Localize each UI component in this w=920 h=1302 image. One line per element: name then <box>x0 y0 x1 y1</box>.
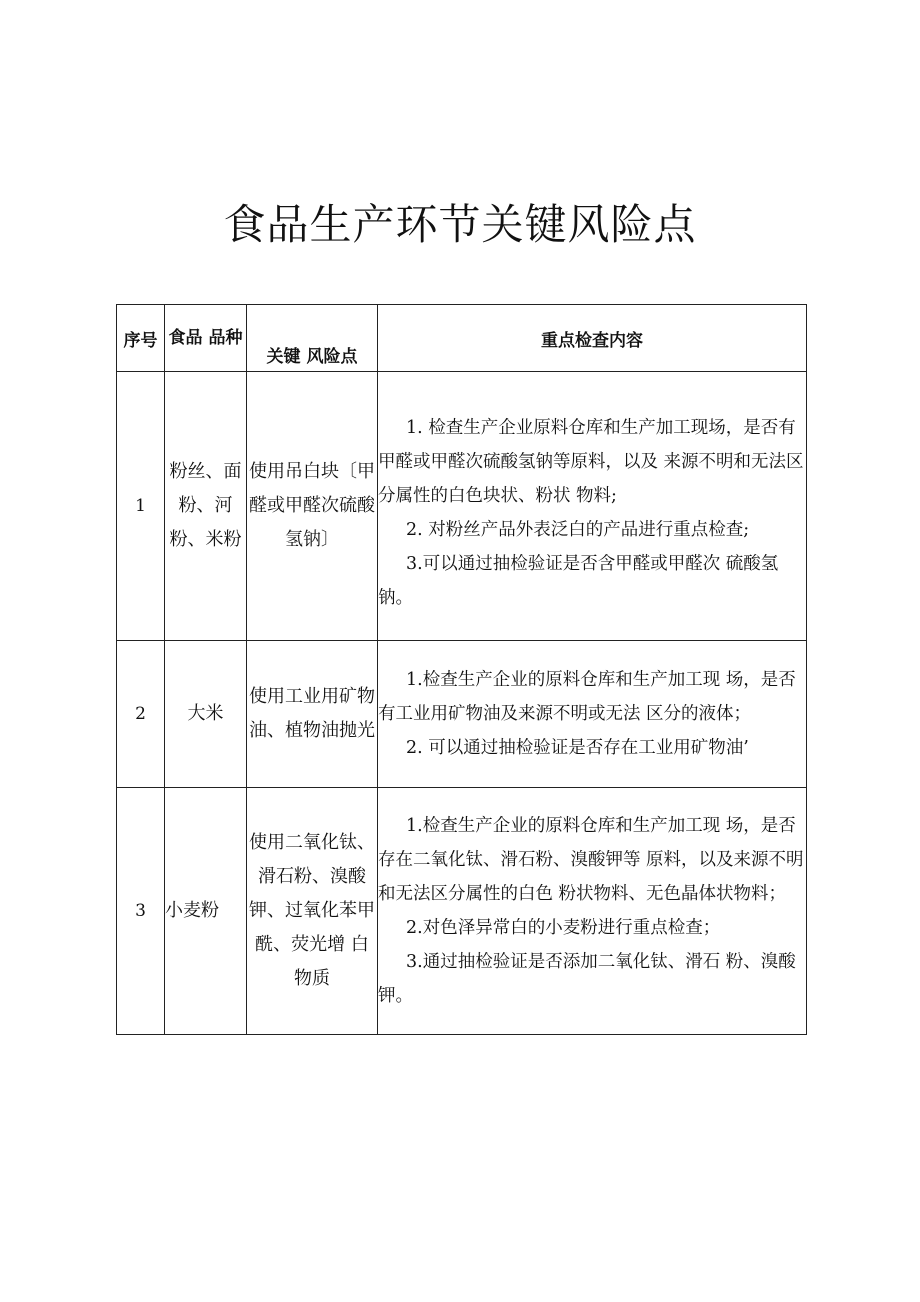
content-item: 1. 检查生产企业原料仓库和生产加工现场，是否有甲醛或甲醛次硫酸氢钠等原料，以及 来源不明和无法区分属性的白色块状、粉状 物料; <box>378 418 804 506</box>
row-content <box>378 372 807 641</box>
row-content <box>378 788 807 1035</box>
row-seq: 1 <box>117 372 165 641</box>
risk-table <box>116 304 807 1035</box>
content-item: 3.可以通过抽检验证是否含甲醛或甲醛次 硫酸氢钠。 <box>378 554 779 608</box>
table-header-row <box>117 305 807 372</box>
content-item: 2.对色泽异常白的小麦粉进行重点检查； <box>406 918 721 938</box>
row-risk: 使用二氧化钛、滑石粉、溴酸钾、过氧化苯甲 酰、荧光增 白物质 <box>247 788 378 1035</box>
row-risk: 使用吊白块〔甲醛或甲醛次硫酸氢钠〕 <box>247 372 378 641</box>
header-food: 食品 品种 <box>165 305 247 372</box>
content-item: 1.检查生产企业的原料仓库和生产加工现 场，是否存在二氧化钛、滑石粉、溴酸钾等 原料，以及来源不明和无法区分属性的白色 粉状物料、无色晶体状物料； <box>378 816 804 904</box>
row-food: 粉丝、面粉、河粉、米粉 <box>165 372 247 641</box>
content-item: 3.通过抽检验证是否添加二氧化钛、滑石 粉、溴酸钾。 <box>378 952 796 1006</box>
row-food: 大米 <box>165 641 247 788</box>
table-row <box>117 372 807 641</box>
header-content: 重点检查内容 <box>378 305 807 372</box>
row-food: 小麦粉 <box>165 788 247 1035</box>
page-title: 食品生产环节关键风险点 <box>223 200 697 249</box>
row-risk: 使用工业用矿物油、植物油抛光 <box>247 641 378 788</box>
row-seq: 3 <box>117 788 165 1035</box>
content-item: 2. 可以通过抽检验证是否存在工业用矿物油’ <box>406 738 749 758</box>
table-row <box>117 641 807 788</box>
content-item: 1.检查生产企业的原料仓库和生产加工现 场，是否有工业用矿物油及来源不明或无法 区分的液体； <box>378 670 796 724</box>
header-seq: 序号 <box>117 305 165 372</box>
row-seq: 2 <box>117 641 165 788</box>
table-row <box>117 788 807 1035</box>
row-content <box>378 641 807 788</box>
header-risk: 关键 风险点 <box>247 305 378 372</box>
content-item: 2. 对粉丝产品外表泛白的产品进行重点检查; <box>406 520 750 540</box>
